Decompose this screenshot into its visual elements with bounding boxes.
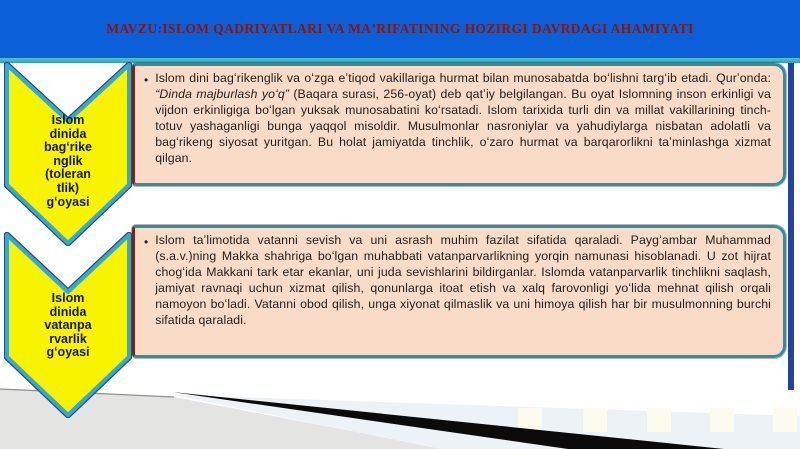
patriotism-paragraph: Islom taʼlimotida vatanni sevish va uni asrash muhim fazilat sifatida qaraladi. Paygʻambar Muhammad (s.a.v.)ning Makka shahriga boʻlgan muhabbati vatanparvarlikning yorqin namunasi hisoblanadi. U zot hijrat chogʻida Makkani tark etar ekanlar, uni juda sevishlarini bildirganlar. Islomda vatanparvarlik tinchlikni saqlash, jamiyat ravnaqi uchun xizmat qilish, qonunlarga itoat etish va xalq farovonligi yoʻlida mehnat qilish orqali namoyon boʻladi. Vatanni obod qilish, unga xiyonat qilmaslik va uni himoya qilish har bir musulmonning burchi sifatida qaraladi. bbox=[155, 233, 771, 327]
bullet-marker: • bbox=[144, 73, 149, 87]
tolerance-text-pre: Islom dini bagʻrikenglik va oʻzga eʼtiqod vakillariga hurmat bilan munosabatda boʻlishni targʻib etadi. Qurʼonda: bbox=[155, 71, 771, 85]
black-wedge-shape bbox=[172, 392, 724, 449]
quran-quote-italic: “Dinda majburlash yoʻq” bbox=[155, 86, 289, 101]
chevron-arrow-tolerance bbox=[4, 62, 132, 246]
slide-title: MAVZU:ISLOM QADRIYATLARI VA MAʼRIFATINING HOZIRGI DAVRDAGI AHAMIYATI bbox=[106, 21, 694, 36]
chevron-arrow-patriotism bbox=[4, 232, 132, 418]
tolerance-text-post: (Baqara surasi, 256-oyat) deb qatʼiy belgilangan. Bu oyat Islomning inson erkinligi va vijdon erkinligiga boʻlgan yuksak munosabatini koʻrsatadi. Islom tarixida turli din va millat vakillarining tinch-totuv yashaganligi bunga yaqqol misoldir. Musulmonlar nasroniylar va yahudiylarga nisbatan adolatli va bagʻrikeng siyosat yuritgan. Bu holat jamiyatda tinchlik, oʻzaro hurmat va barqarorlikni taʼminlashga xizmat qilgan. bbox=[155, 86, 771, 165]
right-accent-stripe bbox=[788, 63, 794, 390]
bullet-marker: • bbox=[144, 235, 149, 249]
title-bar bbox=[0, 0, 800, 58]
content-box-patriotism bbox=[132, 225, 786, 358]
arrow-label-tolerance: Islom dinida bagʻrike nglik (toleran tlik) gʻoyasi bbox=[44, 113, 92, 209]
tolerance-paragraph bbox=[155, 71, 771, 166]
arrow-label-patriotism: Islom dinida vatanpa rvarlik gʻoyasi bbox=[44, 291, 92, 360]
content-box-tolerance bbox=[132, 63, 786, 186]
watermark-squares bbox=[518, 408, 797, 432]
pale-blue-shape bbox=[174, 395, 800, 449]
